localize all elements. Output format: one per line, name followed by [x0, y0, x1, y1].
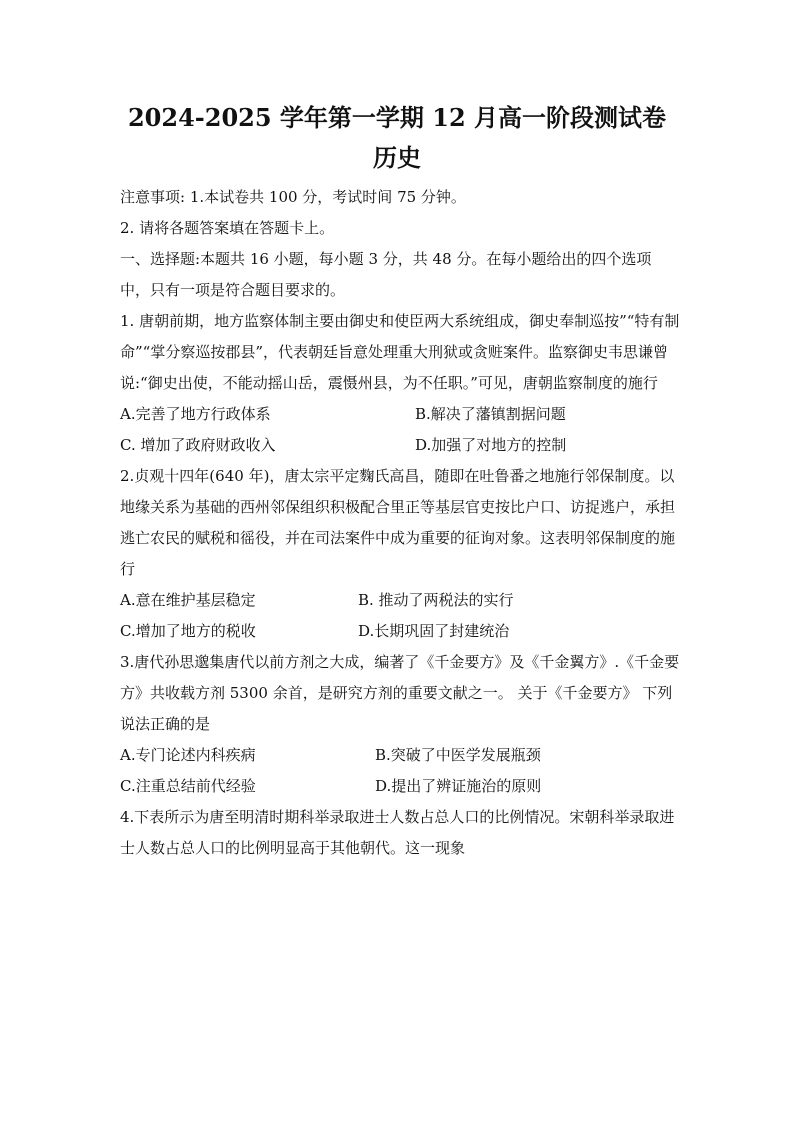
option-b: B. 推动了两税法的实行 — [358, 591, 514, 609]
subject-title: 历史 — [373, 143, 421, 172]
section-intro: 一、选择题:本题共 16 小题，每小题 3 分，共 48 分。在每小题给出的四个选项中，只有一项是符合题目要求的。 — [120, 250, 652, 299]
option-row — [120, 616, 680, 647]
option-row — [120, 771, 680, 802]
notes-line-1: 注意事项: 1.本试卷共 100 分，考试时间 75 分钟。 — [120, 188, 466, 206]
option-row — [120, 399, 680, 430]
option-c: C.增加了地方的税收 — [120, 622, 256, 640]
option-d: D.长期巩固了封建统治 — [358, 622, 510, 640]
question-stem: 3.唐代孙思邈集唐代以前方剂之大成，编著了《千金要方》及《千金翼方》.《千金要方》共收载方剂 5300 余首，是研究方剂的重要文献之一。 关于《千金要方》 下列说法正确的是 — [120, 653, 680, 733]
option-row — [120, 430, 680, 461]
option-a: A.专门论述内科疾病 — [120, 746, 256, 764]
exam-body — [120, 182, 680, 864]
option-a: A.意在维护基层稳定 — [120, 591, 256, 609]
option-c: C. 增加了政府财政收入 — [120, 436, 276, 454]
question-2 — [120, 461, 680, 647]
option-d: D.加强了对地方的控制 — [415, 436, 567, 454]
question-4 — [120, 802, 680, 864]
option-row — [120, 740, 680, 771]
question-1 — [120, 306, 680, 461]
exam-title: 2024-2025 学年第一学期 12 月高一阶段测试卷 — [127, 103, 667, 132]
question-stem: 2.贞观十四年(640 年)，唐太宗平定麴氏高昌，随即在吐鲁番之地施行邻保制度。以地缘关系为基础的西州邻保组织积极配合里正等基层官吏按比户口、访捉逃户，承担逃亡农民的赋税和徭役，并在司法案件中成为重要的征询对象。这表明邻保制度的施行 — [120, 467, 676, 578]
question-stem: 4.下表所示为唐至明清时期科举录取进士人数占总人口的比例情况。宋朝科举录取进士人数占总人口的比例明显高于其他朝代。这一现象 — [120, 808, 675, 857]
option-c: C.注重总结前代经验 — [120, 777, 256, 795]
question-stem: 1. 唐朝前期，地方监察体制主要由御史和使臣两大系统组成，御史奉制巡按”“特有制命”“掌分察巡按郡县”，代表朝廷旨意处理重大刑狱或贪赃案件。监察御史韦思谦曾说:“御史出使，不能动摇山岳，震慑州县，为不任职。”可见，唐朝监察制度的施行 — [120, 312, 680, 392]
option-b: B.突破了中医学发展瓶颈 — [375, 746, 541, 764]
notes-line-2: 2. 请将各题答案填在答题卡上。 — [120, 219, 335, 237]
option-d: D.提出了辨证施治的原则 — [375, 777, 542, 795]
option-b: B.解决了藩镇割据问题 — [415, 405, 566, 423]
option-a: A.完善了地方行政体系 — [120, 405, 271, 423]
question-3 — [120, 647, 680, 802]
option-row — [120, 585, 680, 616]
